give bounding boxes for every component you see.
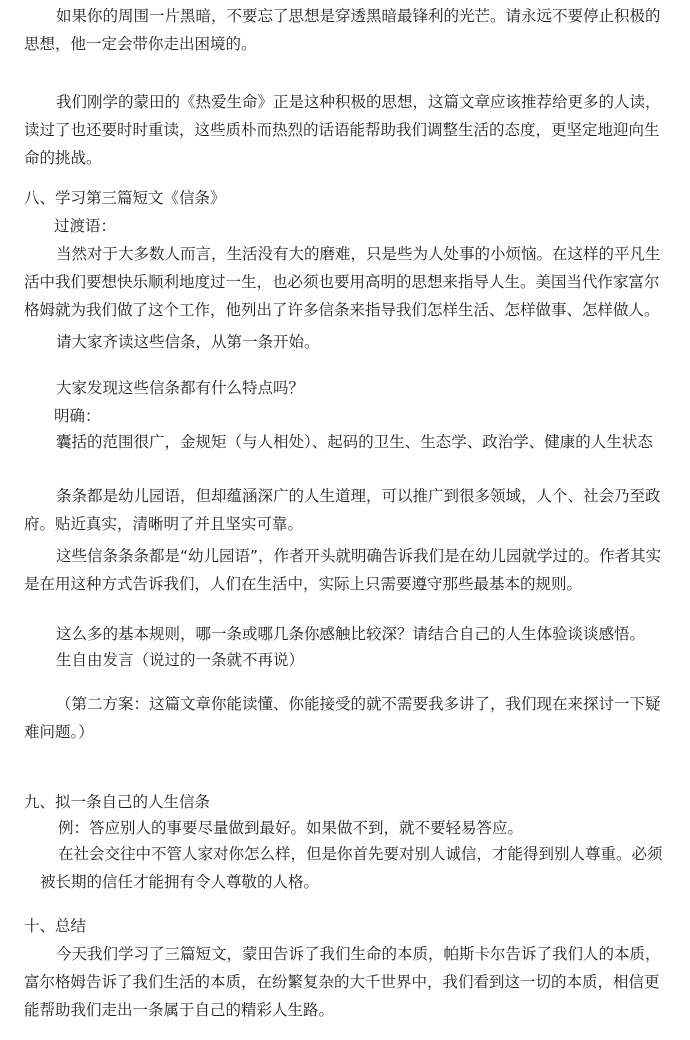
paragraph-read-aloud: 请大家齐读这些信条，从第一条开始。 — [56, 333, 320, 351]
paragraph-kindergarten-language: 条条都是幼儿园语，但却蕴涵深广的人生道理，可以推广到很多领域，人个、社会乃至政府。贴近真实，清晰明了并且坚实可靠。 — [24, 487, 661, 533]
heading-section-eight: 八、学习第三篇短文《信条》 — [24, 189, 226, 207]
paragraph-example-motto: 例：答应别人的事要尽量做到最好。如果做不到，就不要轻易答应。 — [58, 819, 524, 837]
heading-section-nine: 九、拟一条自己的人生信条 — [24, 793, 211, 811]
paragraph-alternative-plan: （第二方案：这篇文章你能读懂、你能接受的就不需要我多讲了，我们现在来探讨一下疑难问题。） — [24, 695, 661, 741]
paragraph-scope: 囊括的范围很广，金规矩（与人相处）、起码的卫生、生态学、政治学、健康的人生状态 — [56, 433, 653, 451]
paragraph-question-features: 大家发现这些信条都有什么特点吗？ — [56, 379, 305, 397]
paragraph-discussion-question: 这么多的基本规则，哪一条或哪几条你感触比较深？请结合自己的人生体验谈谈感悟。 — [56, 625, 646, 643]
heading-section-ten: 十、总结 — [24, 917, 87, 935]
paragraph-free-speech: 生自由发言（说过的一条就不再说） — [56, 651, 305, 669]
answer-label: 明确： — [54, 407, 101, 425]
paragraph-love-life: 我们刚学的蒙田的《热爱生命》正是这种积极的思想，这篇文章应该推荐给更多的人读，读过了也还要时时重读，这些质朴而热烈的话语能帮助我们调整生活的态度，更坚定地迎向生命的挑战。 — [24, 93, 661, 167]
paragraph-darkness-thought: 如果你的周围一片黑暗，不要忘了思想是穿透黑暗最锋利的光芒。请永远不要停止积极的思想，他一定会带你走出困境的。 — [24, 7, 661, 53]
paragraph-basic-rules: 这些信条条条都是“幼儿园语”，作者开头就明确告诉我们是在幼儿园就学过的。作者其实是在用这种方式告诉我们，人们在生活中，实际上只需要遵守那些最基本的规则。 — [24, 547, 662, 593]
paragraph-summary: 今天我们学习了三篇短文，蒙田告诉了我们生命的本质，帕斯卡尔告诉了我们人的本质，富尔格姆告诉了我们生活的本质，在纷繁复杂的大千世界中，我们看到这一切的本质，相信更能帮助我们走出一条属于自己的精彩人生路。 — [24, 945, 661, 1019]
transition-label: 过渡语： — [54, 217, 117, 235]
paragraph-transition: 当然对于大多数人而言，生活没有大的磨难，只是些为人处事的小烦恼。在这样的平凡生活中我们要想快乐顺利地度过一生，也必须也要用高明的思想来指导人生。美国当代作家富尔格姆就为我们做了这个工作，他列出了许多信条来指导我们怎样生活、怎样做事、怎样做人。 — [24, 245, 661, 319]
paragraph-honesty: 在社会交往中不管人家对你怎么样，但是你首先要对别人诚信，才能得到别人尊重。必须被长期的信任才能拥有令人尊敬的人格。 — [40, 845, 663, 891]
